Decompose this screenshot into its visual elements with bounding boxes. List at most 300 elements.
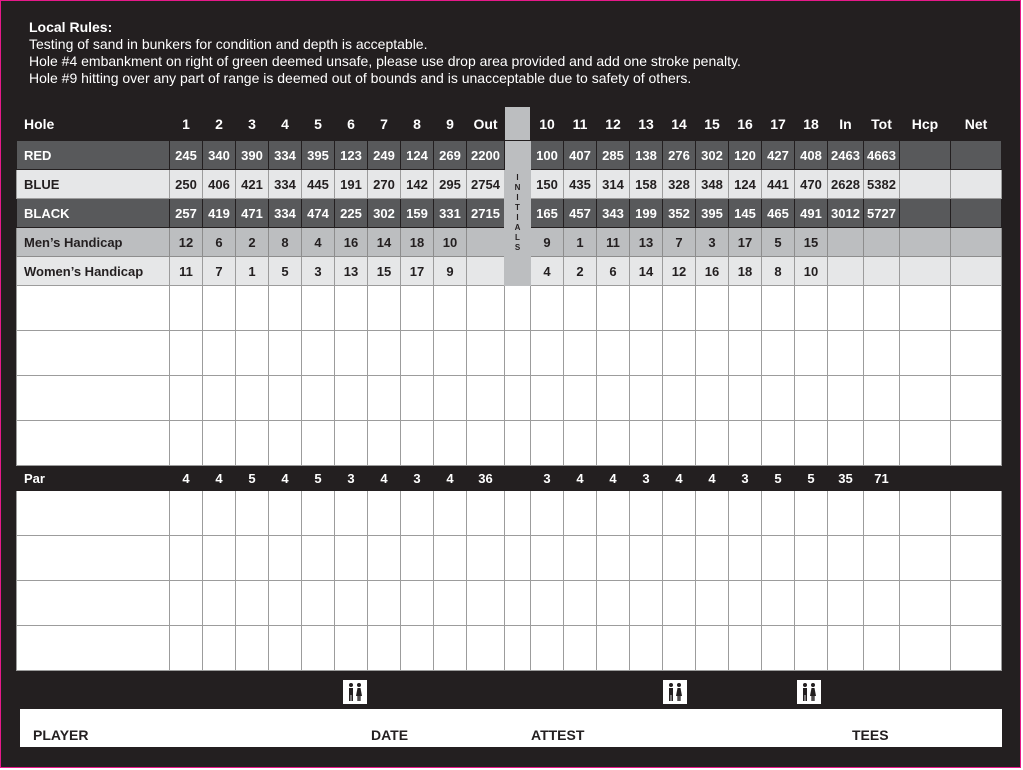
score-entry-cell[interactable]	[401, 626, 434, 671]
player-score-row	[17, 491, 1002, 536]
par-value: 4	[368, 466, 401, 491]
score-entry-cell[interactable]	[467, 421, 505, 466]
score-entry-cell[interactable]	[630, 491, 663, 536]
score-entry-cell[interactable]	[203, 626, 236, 671]
score-entry-cell[interactable]	[864, 286, 900, 331]
score-entry-cell[interactable]	[434, 421, 467, 466]
yardage: 165	[531, 199, 564, 228]
score-entry-cell[interactable]	[505, 286, 531, 331]
score-entry-cell[interactable]	[368, 491, 401, 536]
score-entry-cell[interactable]	[951, 376, 1002, 421]
score-entry-cell[interactable]	[900, 286, 951, 331]
score-entry-cell[interactable]	[302, 421, 335, 466]
score-entry-cell[interactable]	[531, 331, 564, 376]
hole-number: 13	[630, 107, 663, 141]
score-entry-cell[interactable]	[203, 421, 236, 466]
score-entry-cell[interactable]	[505, 491, 531, 536]
in-cell	[828, 228, 864, 257]
yardage: 269	[434, 141, 467, 170]
initials-letter: I	[516, 213, 519, 222]
score-entry-cell[interactable]	[401, 286, 434, 331]
player-name-field[interactable]	[17, 581, 170, 626]
score-entry-cell[interactable]	[663, 491, 696, 536]
yardage: 138	[630, 141, 663, 170]
score-entry-cell[interactable]	[531, 491, 564, 536]
score-entry-cell[interactable]	[951, 421, 1002, 466]
yardage: 408	[795, 141, 828, 170]
handicap-value: 9	[531, 228, 564, 257]
score-entry-cell[interactable]	[630, 536, 663, 581]
score-entry-cell[interactable]	[900, 581, 951, 626]
score-entry-cell[interactable]	[302, 536, 335, 581]
score-entry-cell[interactable]	[401, 491, 434, 536]
score-entry-cell[interactable]	[564, 331, 597, 376]
yardage: 145	[729, 199, 762, 228]
score-entry-cell[interactable]	[302, 286, 335, 331]
score-entry-cell[interactable]	[531, 421, 564, 466]
score-entry-cell[interactable]	[663, 376, 696, 421]
yardage: 199	[630, 199, 663, 228]
score-entry-cell[interactable]	[335, 491, 368, 536]
score-entry-cell[interactable]	[597, 626, 630, 671]
yardage: 191	[335, 170, 368, 199]
score-entry-cell[interactable]	[302, 581, 335, 626]
score-entry-cell[interactable]	[401, 536, 434, 581]
hole-number: 17	[762, 107, 795, 141]
score-entry-cell[interactable]	[236, 286, 269, 331]
handicap-value: 10	[795, 257, 828, 286]
score-entry-cell[interactable]	[762, 421, 795, 466]
handicap-value: 7	[663, 228, 696, 257]
tot-cell	[864, 257, 900, 286]
score-entry-cell[interactable]	[368, 331, 401, 376]
handicap-value: 15	[795, 228, 828, 257]
score-entry-cell[interactable]	[170, 581, 203, 626]
total: 5382	[864, 170, 900, 199]
handicap-value: 6	[597, 257, 630, 286]
score-entry-cell[interactable]	[696, 421, 729, 466]
handicap-value: 13	[630, 228, 663, 257]
yardage: 285	[597, 141, 630, 170]
player-name-field[interactable]	[17, 536, 170, 581]
score-entry-cell[interactable]	[762, 331, 795, 376]
hole-number: 7	[368, 107, 401, 141]
score-entry-cell[interactable]	[302, 626, 335, 671]
score-entry-cell[interactable]	[564, 376, 597, 421]
handicap-value: 8	[762, 257, 795, 286]
hole-number: 6	[335, 107, 368, 141]
out-header: Out	[467, 107, 505, 141]
score-entry-cell[interactable]	[900, 331, 951, 376]
score-entry-cell[interactable]	[505, 581, 531, 626]
score-entry-cell[interactable]	[630, 421, 663, 466]
score-entry-cell[interactable]	[368, 286, 401, 331]
score-entry-cell[interactable]	[505, 421, 531, 466]
yardage: 390	[236, 141, 269, 170]
score-entry-cell[interactable]	[864, 491, 900, 536]
score-entry-cell[interactable]	[663, 421, 696, 466]
local-rule-1: Testing of sand in bunkers for condition and depth is acceptable.	[29, 36, 428, 52]
score-entry-cell[interactable]	[663, 331, 696, 376]
score-entry-cell[interactable]	[630, 626, 663, 671]
hole-number: 9	[434, 107, 467, 141]
yardage: 302	[696, 141, 729, 170]
player-name-field[interactable]	[17, 626, 170, 671]
score-entry-cell[interactable]	[467, 626, 505, 671]
score-entry-cell[interactable]	[900, 536, 951, 581]
score-entry-cell[interactable]	[729, 581, 762, 626]
score-entry-cell[interactable]	[630, 331, 663, 376]
score-entry-cell[interactable]	[696, 581, 729, 626]
score-entry-cell[interactable]	[564, 626, 597, 671]
yardage: 334	[269, 170, 302, 199]
handicap-label: Men’s Handicap	[17, 228, 170, 257]
yardage: 445	[302, 170, 335, 199]
yardage: 302	[368, 199, 401, 228]
score-entry-cell[interactable]	[900, 421, 951, 466]
score-entry-cell[interactable]	[335, 626, 368, 671]
score-entry-cell[interactable]	[951, 286, 1002, 331]
score-entry-cell[interactable]	[203, 581, 236, 626]
score-entry-cell[interactable]	[170, 626, 203, 671]
handicap-value: 14	[630, 257, 663, 286]
score-entry-cell[interactable]	[828, 421, 864, 466]
score-entry-cell[interactable]	[729, 331, 762, 376]
tee-name: BLUE	[17, 170, 170, 199]
score-entry-cell[interactable]	[203, 491, 236, 536]
hcp-cell	[900, 141, 951, 170]
score-entry-cell[interactable]	[900, 626, 951, 671]
score-entry-cell[interactable]	[203, 286, 236, 331]
yardage: 395	[696, 199, 729, 228]
score-entry-cell[interactable]	[900, 491, 951, 536]
player-name-field[interactable]	[17, 376, 170, 421]
score-entry-cell[interactable]	[564, 581, 597, 626]
handicap-value: 17	[401, 257, 434, 286]
par-out: 36	[467, 466, 505, 491]
score-entry-cell[interactable]	[368, 536, 401, 581]
score-entry-cell[interactable]	[864, 536, 900, 581]
score-entry-cell[interactable]	[864, 421, 900, 466]
score-entry-cell[interactable]	[762, 491, 795, 536]
score-entry-cell[interactable]	[505, 626, 531, 671]
player-score-row	[17, 536, 1002, 581]
score-entry-cell[interactable]	[170, 421, 203, 466]
score-entry-cell[interactable]	[762, 581, 795, 626]
out-total: 2200	[467, 141, 505, 170]
score-entry-cell[interactable]	[531, 581, 564, 626]
score-entry-cell[interactable]	[951, 626, 1002, 671]
score-entry-cell[interactable]	[269, 376, 302, 421]
score-entry-cell[interactable]	[696, 286, 729, 331]
score-entry-cell[interactable]	[401, 421, 434, 466]
score-entry-cell[interactable]	[795, 331, 828, 376]
score-entry-cell[interactable]	[597, 536, 630, 581]
yardage: 158	[630, 170, 663, 199]
score-entry-cell[interactable]	[467, 536, 505, 581]
score-entry-cell[interactable]	[795, 491, 828, 536]
score-entry-cell[interactable]	[864, 376, 900, 421]
score-entry-cell[interactable]	[900, 376, 951, 421]
score-entry-cell[interactable]	[864, 581, 900, 626]
hole-header: Hole	[17, 107, 170, 141]
score-entry-cell[interactable]	[236, 626, 269, 671]
yardage: 124	[729, 170, 762, 199]
score-entry-cell[interactable]	[335, 421, 368, 466]
score-entry-cell[interactable]	[531, 376, 564, 421]
hole-number: 11	[564, 107, 597, 141]
par-value: 4	[597, 466, 630, 491]
score-entry-cell[interactable]	[762, 286, 795, 331]
par-value: 5	[302, 466, 335, 491]
yardage: 225	[335, 199, 368, 228]
score-entry-cell[interactable]	[795, 581, 828, 626]
score-entry-cell[interactable]	[269, 421, 302, 466]
hcp-cell	[900, 257, 951, 286]
score-entry-cell[interactable]	[434, 626, 467, 671]
score-entry-cell[interactable]	[597, 581, 630, 626]
score-entry-cell[interactable]	[434, 536, 467, 581]
score-entry-cell[interactable]	[729, 421, 762, 466]
score-entry-cell[interactable]	[597, 421, 630, 466]
score-entry-cell[interactable]	[564, 286, 597, 331]
score-entry-cell[interactable]	[467, 331, 505, 376]
par-value: 3	[401, 466, 434, 491]
divider-cell	[505, 466, 531, 491]
score-entry-cell[interactable]	[236, 421, 269, 466]
par-value: 3	[335, 466, 368, 491]
score-entry-cell[interactable]	[236, 376, 269, 421]
handicap-value: 18	[401, 228, 434, 257]
score-entry-cell[interactable]	[335, 581, 368, 626]
score-entry-cell[interactable]	[696, 626, 729, 671]
yardage: 334	[269, 141, 302, 170]
score-entry-cell[interactable]	[236, 536, 269, 581]
score-entry-cell[interactable]	[630, 376, 663, 421]
score-entry-cell[interactable]	[828, 491, 864, 536]
score-entry-cell[interactable]	[467, 376, 505, 421]
score-entry-cell[interactable]	[828, 581, 864, 626]
par-value: 3	[729, 466, 762, 491]
score-entry-cell[interactable]	[828, 331, 864, 376]
score-entry-cell[interactable]	[269, 491, 302, 536]
score-entry-cell[interactable]	[434, 376, 467, 421]
yardage: 421	[236, 170, 269, 199]
score-entry-cell[interactable]	[597, 491, 630, 536]
score-entry-cell[interactable]	[696, 536, 729, 581]
hole-number: 18	[795, 107, 828, 141]
restroom-icon	[343, 680, 367, 704]
player-score-row	[17, 581, 1002, 626]
net-cell	[951, 228, 1002, 257]
score-entry-cell[interactable]	[467, 491, 505, 536]
par-value: 5	[795, 466, 828, 491]
score-entry-cell[interactable]	[795, 421, 828, 466]
yardage: 334	[269, 199, 302, 228]
handicap-value: 11	[597, 228, 630, 257]
score-entry-cell[interactable]	[401, 376, 434, 421]
score-entry-cell[interactable]	[269, 286, 302, 331]
score-entry-cell[interactable]	[368, 581, 401, 626]
score-entry-cell[interactable]	[828, 376, 864, 421]
score-entry-cell[interactable]	[505, 376, 531, 421]
out-total: 2754	[467, 170, 505, 199]
handicap-value: 15	[368, 257, 401, 286]
handicap-value: 5	[762, 228, 795, 257]
initials-label	[505, 141, 531, 286]
score-entry-cell[interactable]	[729, 491, 762, 536]
score-entry-cell[interactable]	[828, 286, 864, 331]
hole-number: 3	[236, 107, 269, 141]
score-entry-cell[interactable]	[795, 286, 828, 331]
initials-column	[505, 107, 531, 141]
score-entry-cell[interactable]	[663, 581, 696, 626]
score-entry-cell[interactable]	[434, 581, 467, 626]
score-entry-cell[interactable]	[401, 581, 434, 626]
hcp-cell	[900, 170, 951, 199]
score-entry-cell[interactable]	[302, 491, 335, 536]
score-entry-cell[interactable]	[729, 376, 762, 421]
hcp-cell	[900, 228, 951, 257]
score-entry-cell[interactable]	[302, 331, 335, 376]
yardage: 328	[663, 170, 696, 199]
score-entry-cell[interactable]	[467, 581, 505, 626]
score-entry-cell[interactable]	[505, 536, 531, 581]
score-entry-cell[interactable]	[505, 331, 531, 376]
score-entry-cell[interactable]	[762, 626, 795, 671]
score-entry-cell[interactable]	[236, 491, 269, 536]
handicap-value: 9	[434, 257, 467, 286]
par-value: 4	[663, 466, 696, 491]
score-entry-cell[interactable]	[170, 376, 203, 421]
score-entry-cell[interactable]	[864, 626, 900, 671]
tot-header: Tot	[864, 107, 900, 141]
score-entry-cell[interactable]	[951, 491, 1002, 536]
yardage: 435	[564, 170, 597, 199]
in-cell	[828, 257, 864, 286]
player-name-field[interactable]	[17, 331, 170, 376]
score-entry-cell[interactable]	[597, 376, 630, 421]
in-total: 3012	[828, 199, 864, 228]
score-entry-cell[interactable]	[203, 376, 236, 421]
player-name-field[interactable]	[17, 421, 170, 466]
score-entry-cell[interactable]	[729, 536, 762, 581]
score-entry-cell[interactable]	[335, 286, 368, 331]
score-entry-cell[interactable]	[467, 286, 505, 331]
par-value: 3	[531, 466, 564, 491]
yardage: 120	[729, 141, 762, 170]
score-entry-cell[interactable]	[203, 331, 236, 376]
player-name-field[interactable]	[17, 491, 170, 536]
yardage: 257	[170, 199, 203, 228]
score-entry-cell[interactable]	[368, 421, 401, 466]
score-entry-cell[interactable]	[269, 626, 302, 671]
score-entry-cell[interactable]	[597, 331, 630, 376]
score-entry-cell[interactable]	[630, 286, 663, 331]
score-entry-cell[interactable]	[729, 626, 762, 671]
score-entry-cell[interactable]	[564, 421, 597, 466]
yardage: 159	[401, 199, 434, 228]
score-entry-cell[interactable]	[951, 581, 1002, 626]
score-entry-cell[interactable]	[368, 376, 401, 421]
score-entry-cell[interactable]	[696, 491, 729, 536]
score-entry-cell[interactable]	[828, 536, 864, 581]
score-entry-cell[interactable]	[269, 581, 302, 626]
score-entry-cell[interactable]	[663, 626, 696, 671]
score-entry-cell[interactable]	[564, 491, 597, 536]
score-entry-cell[interactable]	[729, 286, 762, 331]
score-entry-cell[interactable]	[236, 581, 269, 626]
score-entry-cell[interactable]	[531, 626, 564, 671]
score-entry-cell[interactable]	[170, 286, 203, 331]
score-entry-cell[interactable]	[434, 491, 467, 536]
score-entry-cell[interactable]	[531, 286, 564, 331]
score-entry-cell[interactable]	[335, 331, 368, 376]
net-header: Net	[951, 107, 1002, 141]
score-entry-cell[interactable]	[762, 536, 795, 581]
score-entry-cell[interactable]	[302, 376, 335, 421]
initials-letter: N	[514, 183, 521, 192]
score-entry-cell[interactable]	[531, 536, 564, 581]
score-entry-cell[interactable]	[663, 286, 696, 331]
yardage: 348	[696, 170, 729, 199]
score-entry-cell[interactable]	[564, 536, 597, 581]
score-entry-cell[interactable]	[335, 536, 368, 581]
score-entry-cell[interactable]	[434, 286, 467, 331]
score-entry-cell[interactable]	[630, 581, 663, 626]
score-entry-cell[interactable]	[864, 331, 900, 376]
score-entry-cell[interactable]	[269, 536, 302, 581]
score-entry-cell[interactable]	[203, 536, 236, 581]
score-entry-cell[interactable]	[170, 491, 203, 536]
player-score-row	[17, 331, 1002, 376]
yardage: 249	[368, 141, 401, 170]
score-entry-cell[interactable]	[597, 286, 630, 331]
date-label: DATE	[371, 727, 409, 743]
handicap-value: 6	[203, 228, 236, 257]
player-name-field[interactable]	[17, 286, 170, 331]
score-entry-cell[interactable]	[951, 331, 1002, 376]
yardage: 100	[531, 141, 564, 170]
score-entry-cell[interactable]	[795, 536, 828, 581]
score-entry-cell[interactable]	[696, 331, 729, 376]
score-entry-cell[interactable]	[951, 536, 1002, 581]
player-score-row	[17, 421, 1002, 466]
score-entry-cell[interactable]	[828, 626, 864, 671]
score-entry-cell[interactable]	[401, 331, 434, 376]
handicap-value: 11	[170, 257, 203, 286]
restroom-icon	[663, 680, 687, 704]
par-value: 4	[434, 466, 467, 491]
yardage: 457	[564, 199, 597, 228]
score-entry-cell[interactable]	[663, 536, 696, 581]
score-entry-cell[interactable]	[696, 376, 729, 421]
score-entry-cell[interactable]	[795, 376, 828, 421]
yardage: 123	[335, 141, 368, 170]
score-entry-cell[interactable]	[795, 626, 828, 671]
score-entry-cell[interactable]	[269, 331, 302, 376]
score-entry-cell[interactable]	[762, 376, 795, 421]
score-entry-cell[interactable]	[170, 536, 203, 581]
score-entry-cell[interactable]	[368, 626, 401, 671]
score-entry-cell[interactable]	[170, 331, 203, 376]
local-rule-2: Hole #4 embankment on right of green deemed unsafe, please use drop area provided and add one stroke penalty.	[29, 53, 741, 69]
initials-letter: L	[515, 233, 520, 242]
score-entry-cell[interactable]	[236, 331, 269, 376]
yardage: 343	[597, 199, 630, 228]
score-entry-cell[interactable]	[335, 376, 368, 421]
score-entry-cell[interactable]	[434, 331, 467, 376]
